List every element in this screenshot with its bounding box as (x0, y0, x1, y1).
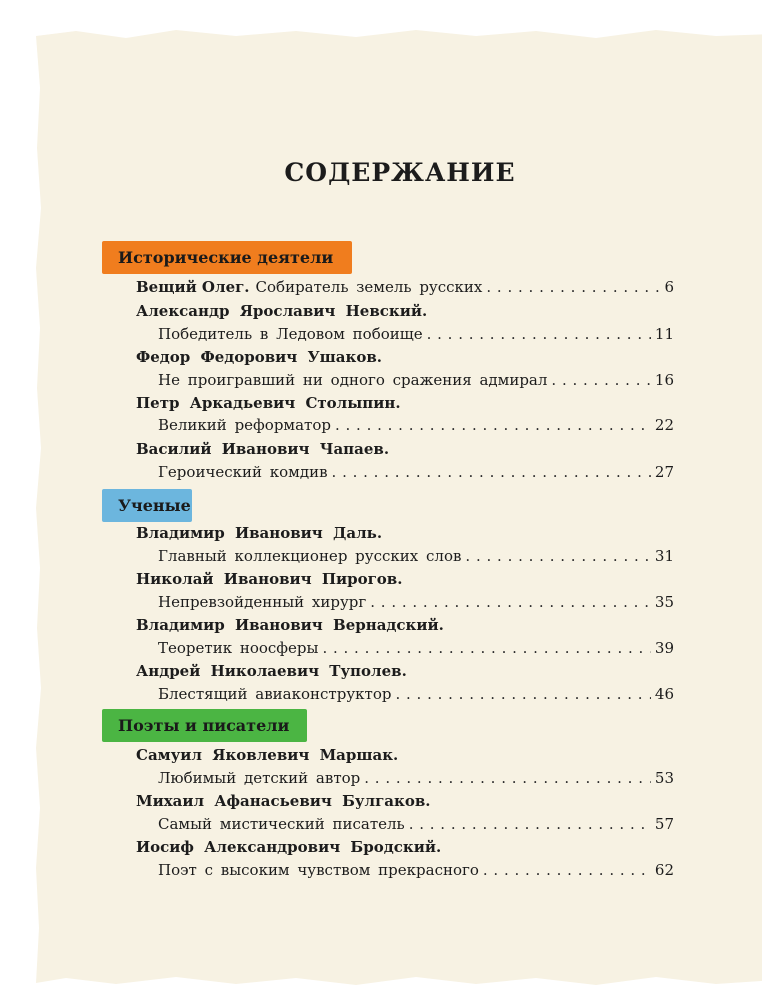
entry-subtitle: Главный коллекционер русских слов (158, 547, 462, 565)
entry-page: 46 (654, 685, 674, 703)
dot-leader (483, 861, 651, 879)
entry-page: 22 (654, 416, 674, 434)
dot-leader (486, 278, 660, 296)
dot-leader (465, 547, 650, 565)
toc-entry[interactable] (158, 416, 674, 434)
dot-leader (427, 325, 651, 343)
toc-entry[interactable] (158, 547, 674, 565)
section-label-poets-writers: Поэты и писатели (102, 709, 307, 742)
entry-subtitle: Поэт с высоким чувством прекрасного (158, 861, 479, 879)
entry-page: 11 (654, 325, 674, 343)
entry-author: Александр Ярославич Невский. (136, 302, 428, 320)
toc-entry[interactable] (158, 639, 674, 657)
entry-author: Петр Аркадьевич Столыпин. (136, 394, 401, 412)
entry-subtitle: Блестящий авиаконструктор (158, 685, 392, 703)
dot-leader (395, 685, 650, 703)
entry-page: 6 (664, 278, 674, 296)
entry-page: 62 (654, 861, 674, 879)
toc-entry[interactable] (158, 769, 674, 787)
toc-entry[interactable] (158, 685, 674, 703)
dot-leader (551, 371, 651, 389)
entry-page: 39 (654, 639, 674, 657)
toc-entry[interactable] (136, 278, 674, 296)
entry-subtitle: Непревзойденный хирург (158, 593, 367, 611)
entry-subtitle: Героический комдив (158, 463, 328, 481)
entry-author: Василий Иванович Чапаев. (136, 440, 390, 458)
entry-page: 57 (654, 815, 674, 833)
entry-subtitle: Самый мистический писатель (158, 815, 405, 833)
entry-subtitle: Любимый детский автор (158, 769, 361, 787)
dot-leader (364, 769, 651, 787)
entry-author: Андрей Николаевич Туполев. (136, 662, 407, 680)
entry-author: Федор Федорович Ушаков. (136, 348, 383, 366)
entry-author: Иосиф Александрович Бродский. (136, 838, 442, 856)
dot-leader (409, 815, 651, 833)
entry-subtitle: Собиратель земель русских (255, 278, 483, 296)
section-label-historical: Исторические деятели (102, 241, 352, 274)
toc-entry[interactable] (158, 815, 674, 833)
dot-leader (332, 463, 651, 481)
entry-author: Николай Иванович Пирогов. (136, 570, 403, 588)
toc-entry[interactable] (158, 593, 674, 611)
page-title: СОДЕРЖАНИЕ (284, 158, 516, 187)
entry-page: 53 (654, 769, 674, 787)
entry-subtitle: Теоретик ноосферы (158, 639, 319, 657)
dot-leader (322, 639, 650, 657)
entry-subtitle: Не проигравший ни одного сражения адмирал (158, 371, 548, 389)
entry-page: 35 (654, 593, 674, 611)
entry-author: Самуил Яковлевич Маршак. (136, 746, 399, 764)
entry-subtitle: Великий реформатор (158, 416, 331, 434)
toc-entry[interactable] (158, 325, 674, 343)
section-label-scientists: Ученые (102, 489, 192, 522)
entry-page: 16 (654, 371, 674, 389)
entry-subtitle: Победитель в Ледовом побоище (158, 325, 423, 343)
dot-leader (370, 593, 651, 611)
entry-author: Вещий Олег. (136, 278, 250, 296)
toc-entry[interactable] (158, 463, 674, 481)
entry-author: Михаил Афанасьевич Булгаков. (136, 792, 431, 810)
toc-entry[interactable] (158, 371, 674, 389)
toc-entry[interactable] (158, 861, 674, 879)
entry-author: Владимир Иванович Даль. (136, 524, 383, 542)
entry-page: 27 (654, 463, 674, 481)
entry-page: 31 (654, 547, 674, 565)
entry-author: Владимир Иванович Вернадский. (136, 616, 444, 634)
dot-leader (335, 416, 651, 434)
